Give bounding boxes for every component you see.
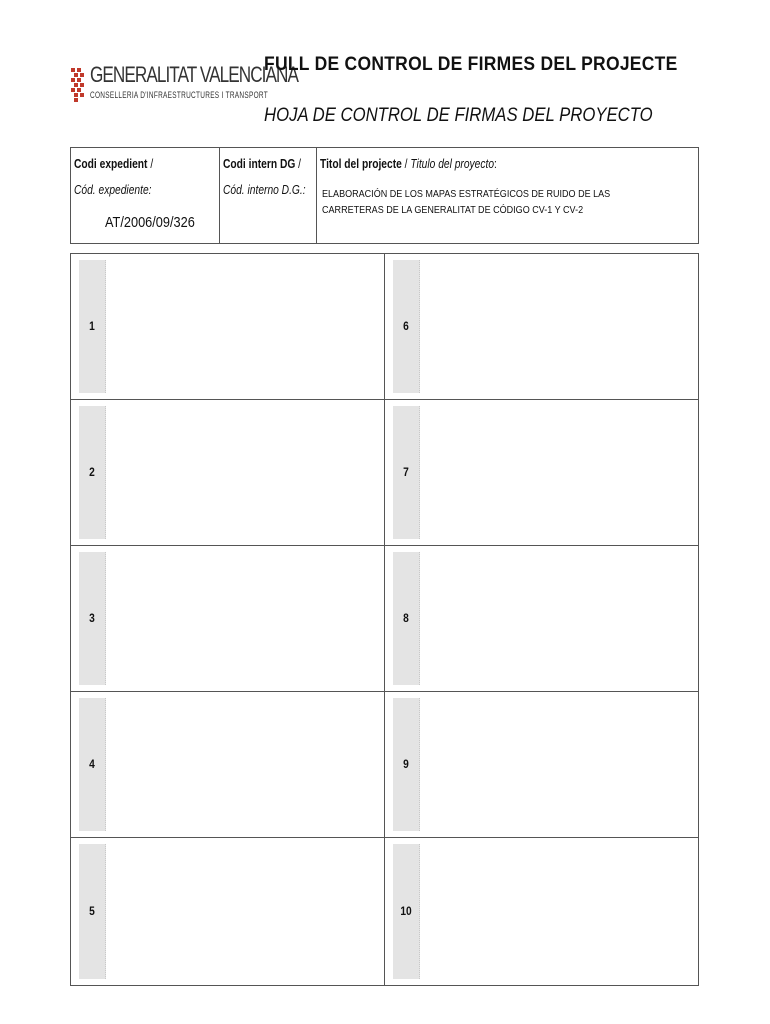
signature-number-tab: [79, 260, 106, 393]
signature-number: 10: [400, 903, 412, 918]
generalitat-logo: [70, 62, 298, 108]
signature-box-left-1: [71, 254, 385, 400]
signature-box-left-5: [71, 838, 385, 985]
internal-code-cell: [220, 148, 317, 243]
signature-number: 9: [403, 756, 409, 771]
signature-number: 7: [403, 464, 409, 479]
signature-number: 3: [89, 610, 95, 625]
page-subtitle: HOJA DE CONTROL DE FIRMAS DEL PROYECTO: [264, 105, 653, 126]
signature-box-right-4: [385, 692, 698, 838]
project-info-table: [70, 147, 699, 244]
signature-box-left-4: [71, 692, 385, 838]
signature-number-tab: [393, 698, 420, 831]
project-title-label: Titol del projecte / Titulo del proyecto:: [320, 157, 497, 171]
signature-number-tab: [393, 260, 420, 393]
signature-number: 5: [89, 903, 95, 918]
signature-box-right-3: [385, 546, 698, 692]
generalitat-emblem-icon: [70, 66, 86, 104]
project-title-value: ELABORACIÓN DE LOS MAPAS ESTRATÉGICOS DE RUIDO DE LAS CARRETERAS DE LA GENERALITAT DE CÓDIGO CV-1 Y CV-2: [322, 188, 611, 216]
signature-number-tab: [79, 844, 106, 979]
expedient-cell: [71, 148, 220, 243]
logo-title: GENERALITAT VALENCIANA: [90, 62, 298, 87]
signature-number: 4: [89, 756, 95, 771]
internal-code-label-es: Cód. interno D.G.:: [223, 183, 306, 197]
project-title-cell: [317, 148, 698, 243]
signature-number-tab: [393, 406, 420, 539]
signature-number-tab: [393, 844, 420, 979]
signature-box-right-5: [385, 838, 698, 985]
expedient-label-es: Cód. expediente:: [74, 183, 152, 197]
signature-number: 2: [89, 464, 95, 479]
signature-box-left-2: [71, 400, 385, 546]
signature-number-tab: [79, 698, 106, 831]
signature-box-right-1: [385, 254, 698, 400]
internal-code-label: Codi intern DG /: [223, 157, 302, 171]
expedient-label: Codi expedient /: [74, 157, 154, 171]
signature-grid: [70, 253, 699, 986]
signature-box-left-3: [71, 546, 385, 692]
expedient-value: AT/2006/09/326: [105, 214, 195, 231]
signature-box-right-2: [385, 400, 698, 546]
signature-number: 6: [403, 318, 409, 333]
page-title: FULL DE CONTROL DE FIRMES DEL PROJECTE: [264, 54, 678, 75]
signature-number-tab: [393, 552, 420, 685]
signature-number-tab: [79, 406, 106, 539]
signature-number: 1: [89, 318, 95, 333]
signature-number: 8: [403, 610, 409, 625]
signature-number-tab: [79, 552, 106, 685]
logo-subtitle: CONSELLERIA D'INFRAESTRUCTURES I TRANSPORT: [90, 90, 269, 100]
